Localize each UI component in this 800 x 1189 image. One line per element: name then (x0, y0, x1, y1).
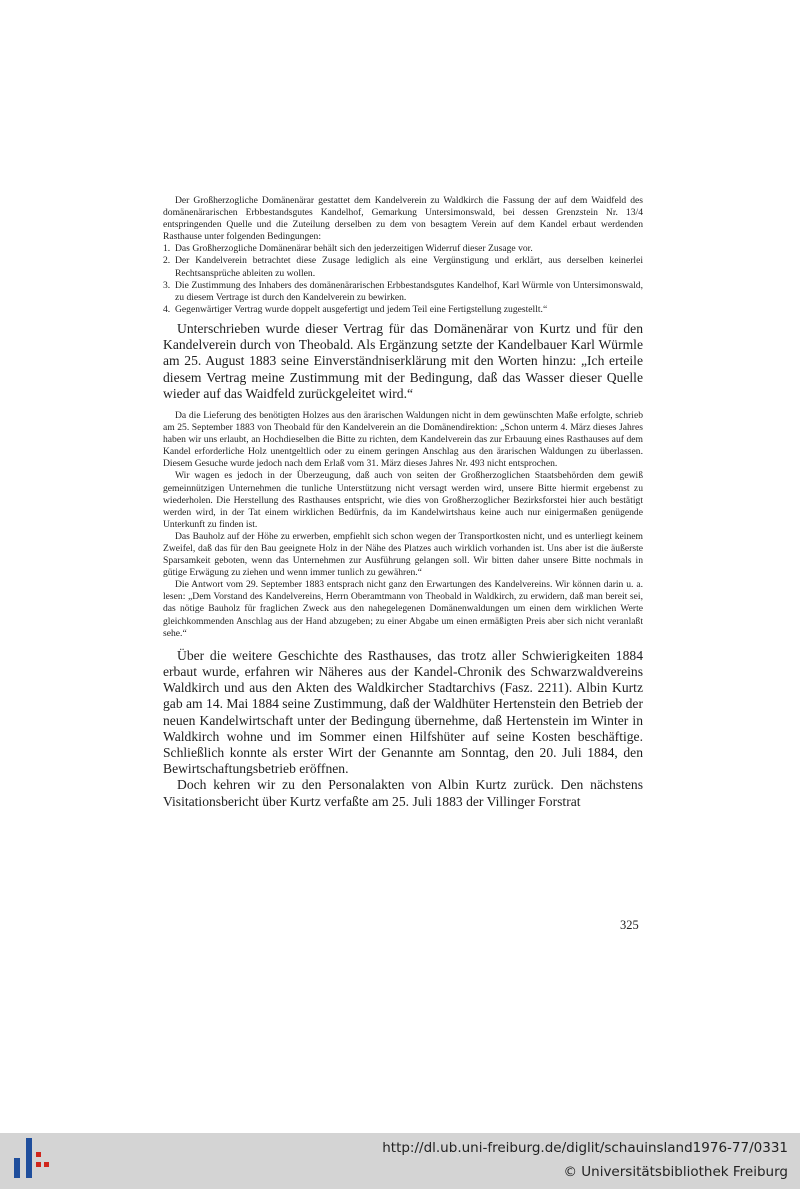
contract-intro: Der Großherzogliche Domänenärar gestattet dem Kandelverein zu Waldkirch die Fassung der auf dem Waidfeld des domänenärarischen Erbbestandsgutes Kandelhof, Gemarkung Untersimonswald, bei dessen Grenzstein Nr. 13/4 entspringenden Quelle und die Zuteilung derselben zu dem von besagtem Verein auf dem Kandel erbaut werdenden Rasthause unter folgenden Bedingungen: (163, 195, 643, 243)
page-number: 325 (620, 918, 639, 932)
list-item: 1. Das Großherzogliche Domänenärar behält sich den jederzeitigen Widerruf dieser Zusage vor. (163, 243, 533, 255)
footer-copyright: © Universitätsbibliothek Freiburg (563, 1164, 788, 1180)
text-column (163, 195, 643, 810)
paragraph-signature: Unterschrieben wurde dieser Vertrag für das Domänenärar von Kurtz und für den Kandelverein durch von Theobald. Als Ergänzung setzte der Kandelbauer Karl Würmle am 25. August 1883 seine Einverständniserklärung mit den Worten hinzu: „Ich erteile diesem Vertrag meine Zustimmung mit der Bedingung, daß das Wasser dieser Quelle wieder auf das Waidfeld zurückgeleitet wird.“ (163, 320, 643, 401)
paragraph-rasthaus-history: Über die weitere Geschichte des Rasthauses, das trotz aller Schwierigkeiten 1884 erbaut wurde, erfahren wir Näheres aus der Kandel-Chronik des Schwarzwaldvereins Waldkirch und aus den Akten des Waldkircher Stadtarchivs (Fasz. 2211). Albin Kurtz gab am 14. Mai 1884 seine Zustimmung, daß der Waldhüter Hertenstein den Betrieb der neuen Kandelwirtschaft unter der Bedingung übernehme, daß Hertenstein im Winter in Waldkirch wohne und im Sommer einen Hilfshüter auf seine Kosten beschäftige. Schließlich konnte als erster Wirt der Genannte am Sonntag, den 20. Juli 1884, den Bewirtschaftungsbetrieb eröffnen. (163, 647, 643, 777)
ub-freiburg-logo-icon (10, 1136, 54, 1182)
paragraph-personalakten: Doch kehren wir zu den Personalakten von Albin Kurtz zurück. Den nächstens Visitationsbericht über Kurtz verfaßte am 25. Juli 1883 der Villinger Forstrat (163, 777, 643, 809)
list-item: 2. Der Kandelverein betrachtet diese Zusage lediglich als eine Vergünstigung und erklärt, aus derselben keinerlei Rechtsansprüche ableiten zu wollen. (163, 255, 643, 279)
paragraph-wood-request-3: Das Bauholz auf der Höhe zu erwerben, empfiehlt sich schon wegen der Transportkosten nicht, und es unterliegt keinem Zweifel, daß das für den Bau geeignete Holz in der Nähe des Platzes auch wirklich vorhanden ist. Uns aber ist die äußerste Sparsamkeit geboten, wenn das Unternehmen zur Ausführung gelangen soll. Wir bitten daher unsere Bitte nochmals in gütige Erwägung zu ziehen und wenn immer tunlich zu gewähren.“ (163, 530, 643, 579)
list-item: 4. Gegenwärtiger Vertrag wurde doppelt ausgefertigt und jedem Teil eine Fertigstellung zugestellt.“ (163, 303, 548, 315)
paragraph-wood-request-2: Wir wagen es jedoch in der Überzeugung, daß auch von seiten der Großherzoglichen Staatsbehörden dem gewiß gemeinnützigen Unternehmen die tunliche Unterstützung nicht versagt werden wird, unsere Bitte hiermit ergebenst zu wiederholen. Die Herstellung des Rasthauses entspricht, wie dies von Großherzoglicher Bezirksforstei hier auch bestätigt werden wird, in der Tat einem wirklichen Bedürfnis, da im Kandelwirtshaus keine auch nur einigermaßen genügende Unterkunft zu finden ist. (163, 470, 643, 530)
paragraph-answer: Die Antwort vom 29. September 1883 entsprach nicht ganz den Erwartungen des Kandelvereins. Wir können darin u. a. lesen: „Dem Vorstand des Kandelvereins, Herrn Oberamtmann von Theobald in Waldkirch, zu erwidern, daß man bereit sei, das nötige Bauholz für fraglichen Zweck aus den nahegelegenen Domänenwaldungen um einen dem wirklichen Werte gleichkommenden Anschlag aus der Hand abzugeben; zu einer Abgabe um einen ermäßigten Preis aber sich nicht veranlaßt sehe.“ (163, 579, 643, 639)
conditions-list (163, 243, 643, 316)
footer-url-link[interactable]: http://dl.ub.uni-freiburg.de/diglit/schauinsland1976-77/0331 (382, 1140, 788, 1156)
list-item: 3. Die Zustimmung des Inhabers des domänenärarischen Erbbestandsgutes Kandelhof, Karl Würmle von Untersimonswald, zu diesem Vertrage ist durch den Kandelverein zu bewirken. (163, 279, 643, 303)
paragraph-wood-request: Da die Lieferung des benötigten Holzes aus den ärarischen Waldungen nicht in dem gewünschten Maße erfolgte, schrieb am 25. September 1883 von Theobald für den Kandelverein an die Domänendirektion: „Schon unterm 4. März dieses Jahres haben wir uns erlaubt, an Hochdieselben die Bitte zu richten, dem Kandelverein das zur Erbauung eines Rasthauses auf dem Kandel erforderliche Holz unentgeltlich oder zu einem geringen Anschlag aus den ärarischen Waldungen zu überlassen. Diesem Gesuche wurde jedoch nach dem Erlaß vom 31. März dieses Jahres Nr. 493 nicht entsprochen. (163, 409, 643, 470)
